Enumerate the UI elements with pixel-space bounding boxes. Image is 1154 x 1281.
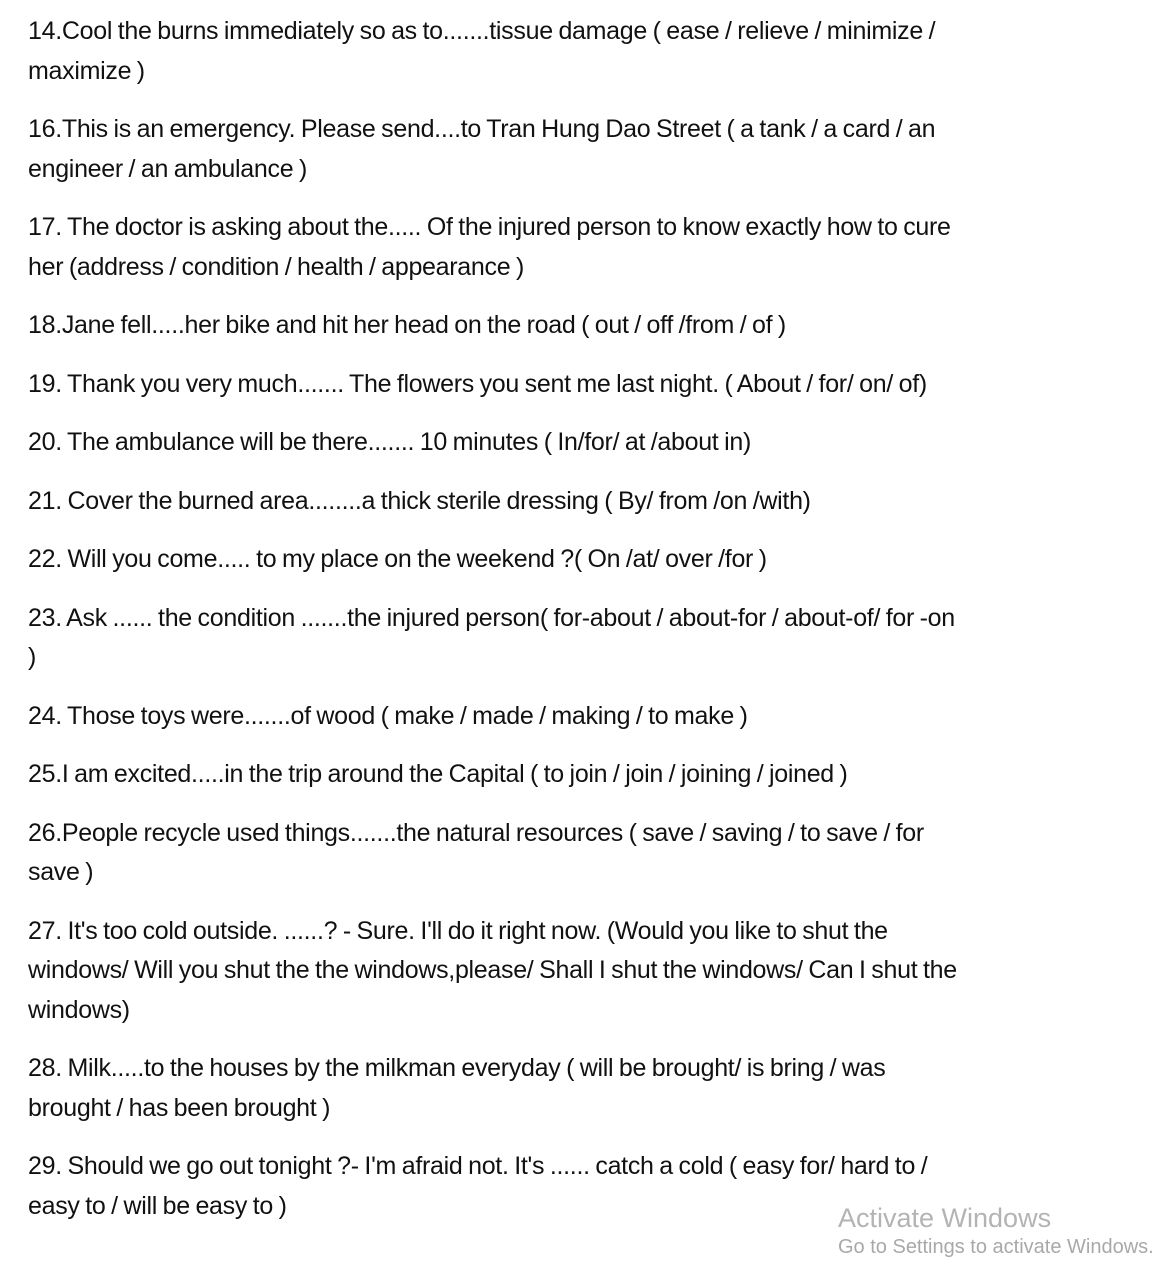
question-27: 27. It's too cold outside. ......? - Sure. I'll do it right now. (Would you like to shut the windows/ Will you shut the the windows,please/ Shall I shut the windows/ Can I shut the windows) <box>28 916 957 1024</box>
question-20: 20. The ambulance will be there....... 10 minutes ( In/for/ at /about in) <box>28 428 751 456</box>
watermark-subtitle: Go to Settings to activate Windows. <box>838 1236 1154 1258</box>
question-22: 22. Will you come..... to my place on the weekend ?( On /at/ over /for ) <box>28 545 767 573</box>
question-25: 25.I am excited.....in the trip around the Capital ( to join / join / joining / joined ) <box>28 760 848 788</box>
question-18: 18.Jane fell.....her bike and hit her head on the road ( out / off /from / of ) <box>28 311 786 339</box>
question-14: 14.Cool the burns immediately so as to.......tissue damage ( ease / relieve / minimize / maximize ) <box>28 17 936 85</box>
question-23: 23. Ask ...... the condition .......the injured person( for-about / about-for / about-of/ for -on ) <box>28 603 955 671</box>
exercise-sheet <box>28 12 968 1245</box>
question-16: 16.This is an emergency. Please send....to Tran Hung Dao Street ( a tank / a card / an engineer / an ambulance ) <box>28 115 936 183</box>
question-28: 28. Milk.....to the houses by the milkman everyday ( will be brought/ is bring / was brought / has been brought ) <box>28 1054 886 1122</box>
question-26: 26.People recycle used things.......the natural resources ( save / saving / to save / for save ) <box>28 818 924 886</box>
question-24: 24. Those toys were.......of wood ( make / made / making / to make ) <box>28 701 748 730</box>
question-19: 19. Thank you very much....... The flowers you sent me last night. ( About / for/ on/ of) <box>28 369 927 398</box>
question-21: 21. Cover the burned area........a thick sterile dressing ( By/ from /on /with) <box>28 486 811 515</box>
question-17: 17. The doctor is asking about the..... Of the injured person to know exactly how to cure her (address / condition / health / appearance ) <box>28 213 951 281</box>
question-29: 29. Should we go out tonight ?- I'm afraid not. It's ...... catch a cold ( easy for/ hard to / easy to / will be easy to ) <box>28 1152 928 1220</box>
watermark-title: Activate Windows <box>838 1203 1052 1233</box>
